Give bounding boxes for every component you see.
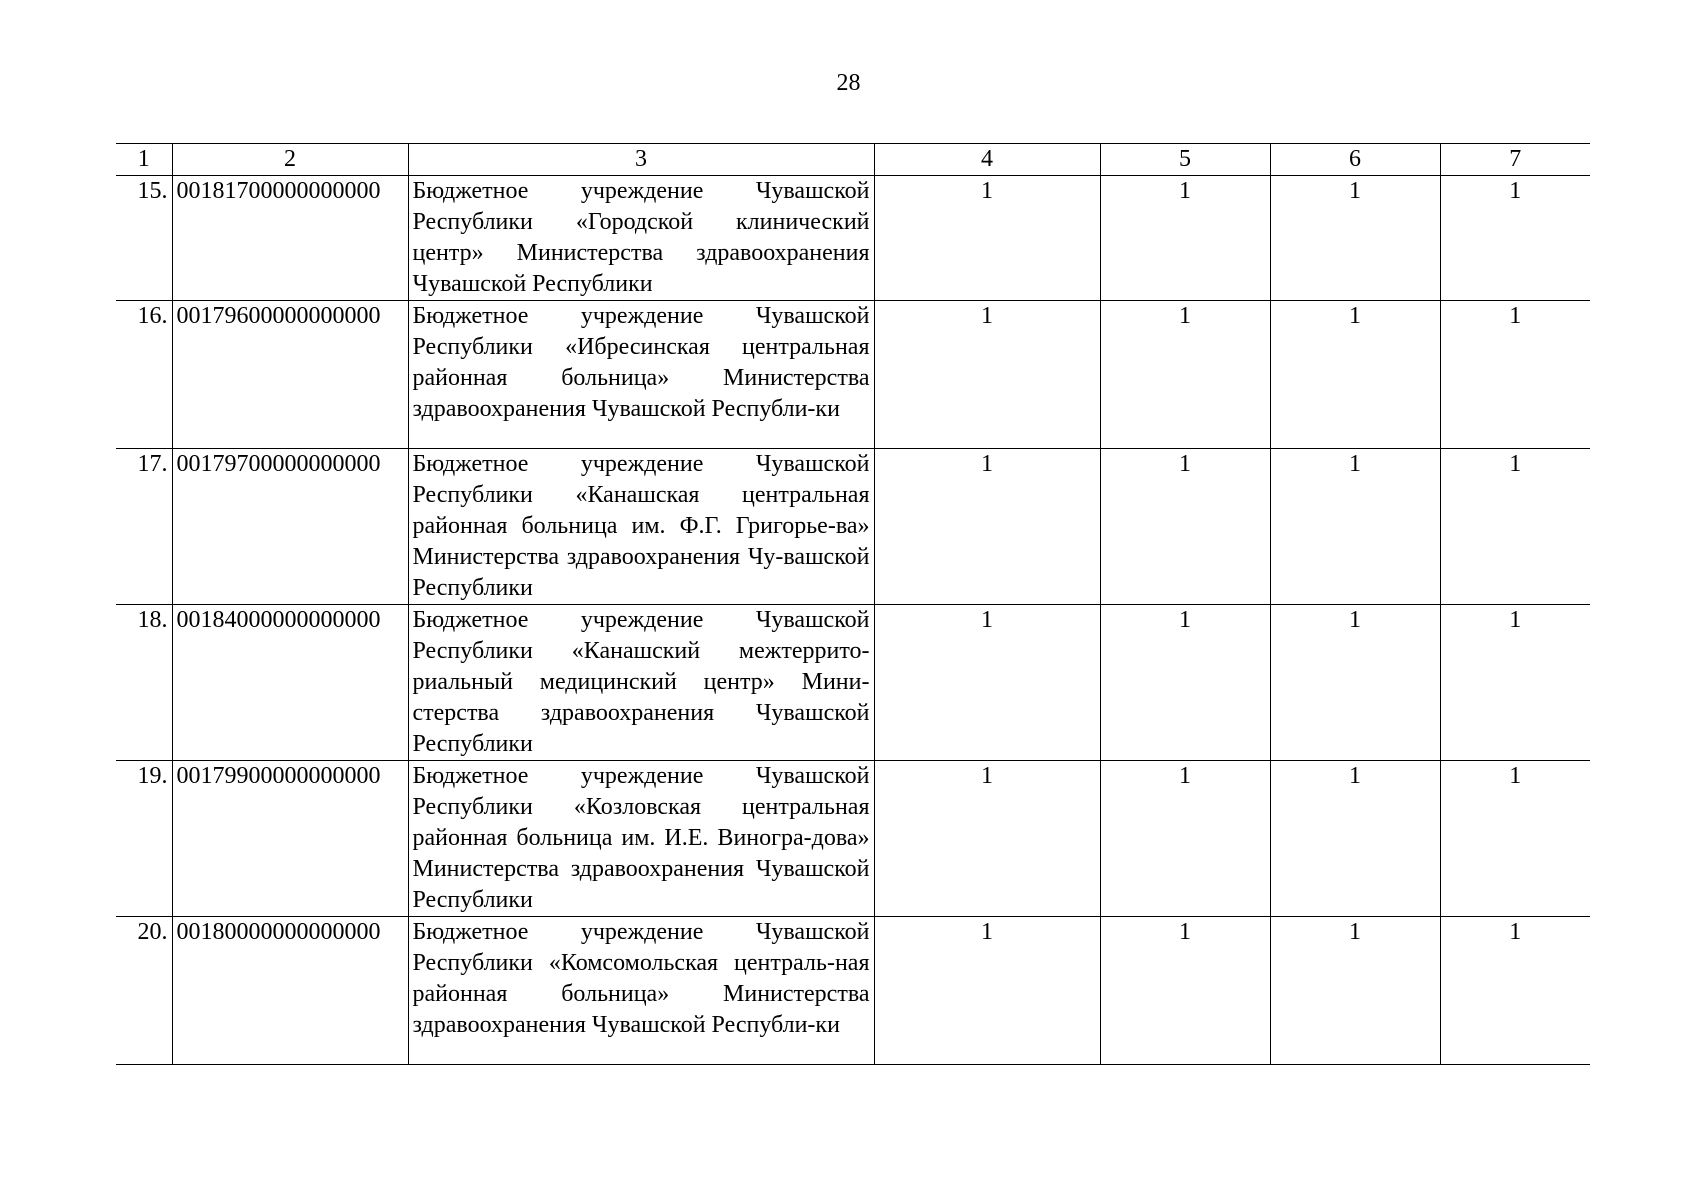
institution-name: Бюджетное учреждение Чувашской Республики «Канашская центральная районная больница им. Ф.Г. Григорье-ва» Министерства здравоохранения Чу-вашской Республики bbox=[408, 449, 874, 605]
table-row bbox=[116, 917, 1590, 1065]
registry-table bbox=[116, 143, 1590, 1065]
table-row bbox=[116, 301, 1590, 449]
institution-name: Бюджетное учреждение Чувашской Республики «Городской клинический центр» Министерства здравоохранения Чувашской Республики bbox=[408, 176, 874, 301]
value-col-4: 1 bbox=[874, 301, 1100, 449]
value-col-6: 1 bbox=[1270, 176, 1440, 301]
row-number: 16. bbox=[116, 301, 172, 449]
column-header-6: 6 bbox=[1270, 144, 1440, 176]
institution-code: 00179700000000000 bbox=[172, 449, 408, 605]
value-col-6: 1 bbox=[1270, 301, 1440, 449]
value-col-5: 1 bbox=[1100, 605, 1270, 761]
row-number: 17. bbox=[116, 449, 172, 605]
table-row bbox=[116, 176, 1590, 301]
value-col-4: 1 bbox=[874, 917, 1100, 1065]
column-header-7: 7 bbox=[1440, 144, 1590, 176]
value-col-5: 1 bbox=[1100, 301, 1270, 449]
institution-code: 00181700000000000 bbox=[172, 176, 408, 301]
column-header-2: 2 bbox=[172, 144, 408, 176]
row-number: 15. bbox=[116, 176, 172, 301]
value-col-4: 1 bbox=[874, 449, 1100, 605]
column-header-3: 3 bbox=[408, 144, 874, 176]
institution-name: Бюджетное учреждение Чувашской Республики «Комсомольская централь-ная районная больница» Министерства здравоохранения Чувашской Республи-ки bbox=[408, 917, 874, 1065]
value-col-6: 1 bbox=[1270, 917, 1440, 1065]
column-header-4: 4 bbox=[874, 144, 1100, 176]
value-col-6: 1 bbox=[1270, 449, 1440, 605]
institution-code: 00180000000000000 bbox=[172, 917, 408, 1065]
value-col-5: 1 bbox=[1100, 917, 1270, 1065]
institution-code: 00179900000000000 bbox=[172, 761, 408, 917]
value-col-5: 1 bbox=[1100, 449, 1270, 605]
page-number: 28 bbox=[836, 70, 861, 96]
value-col-5: 1 bbox=[1100, 176, 1270, 301]
value-col-4: 1 bbox=[874, 761, 1100, 917]
value-col-6: 1 bbox=[1270, 605, 1440, 761]
value-col-5: 1 bbox=[1100, 761, 1270, 917]
row-number: 18. bbox=[116, 605, 172, 761]
value-col-7: 1 bbox=[1440, 176, 1590, 301]
institution-code: 00184000000000000 bbox=[172, 605, 408, 761]
value-col-7: 1 bbox=[1440, 917, 1590, 1065]
institution-name: Бюджетное учреждение Чувашской Республики «Ибресинская центральная районная больница» Министерства здравоохранения Чувашской Республи-ки bbox=[408, 301, 874, 449]
column-header-5: 5 bbox=[1100, 144, 1270, 176]
value-col-7: 1 bbox=[1440, 761, 1590, 917]
row-number: 19. bbox=[116, 761, 172, 917]
value-col-4: 1 bbox=[874, 605, 1100, 761]
row-number: 20. bbox=[116, 917, 172, 1065]
table-row bbox=[116, 449, 1590, 605]
column-header-1: 1 bbox=[116, 144, 172, 176]
column-number-header-row bbox=[116, 144, 1590, 176]
value-col-4: 1 bbox=[874, 176, 1100, 301]
value-col-7: 1 bbox=[1440, 605, 1590, 761]
institution-code: 00179600000000000 bbox=[172, 301, 408, 449]
value-col-7: 1 bbox=[1440, 449, 1590, 605]
table-row bbox=[116, 605, 1590, 761]
value-col-7: 1 bbox=[1440, 301, 1590, 449]
value-col-6: 1 bbox=[1270, 761, 1440, 917]
institution-name: Бюджетное учреждение Чувашской Республики «Канашский межтеррито-риальный медицинский центр» Мини-стерства здравоохранения Чувашской Республики bbox=[408, 605, 874, 761]
institution-name: Бюджетное учреждение Чувашской Республики «Козловская центральная районная больница им. И.Е. Виногра-дова» Министерства здравоохранения Чувашской Республики bbox=[408, 761, 874, 917]
table-row bbox=[116, 761, 1590, 917]
